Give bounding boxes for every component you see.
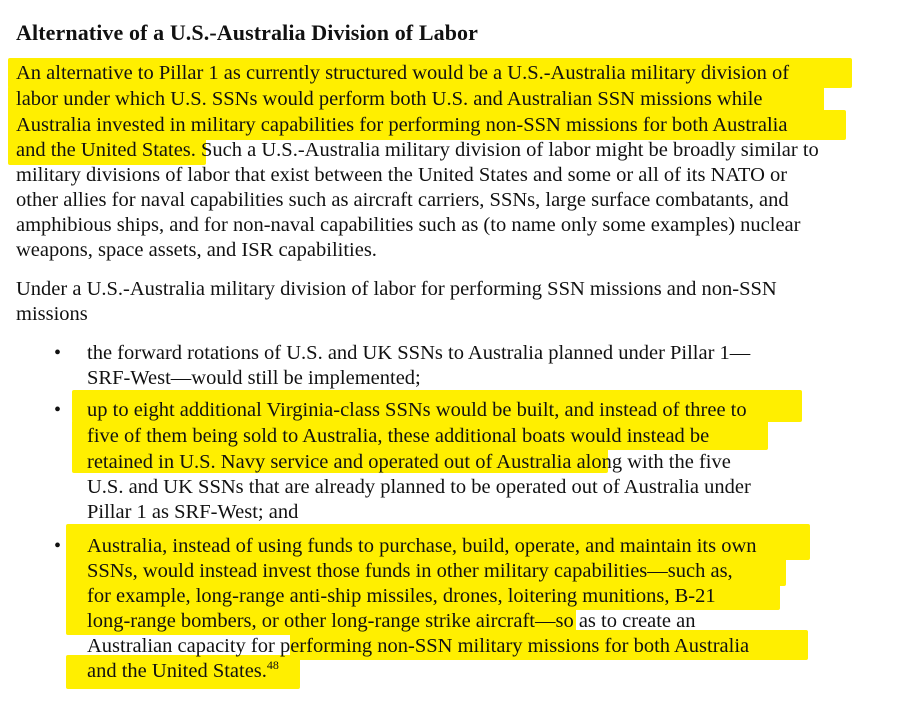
paragraph-line: military divisions of labor that exist between the United States and some or all of its NATO or [16, 164, 788, 186]
footnote-reference[interactable]: 48 [266, 658, 279, 673]
paragraph-line: labor under which U.S. SSNs would perform both U.S. and Australian SSN missions while [16, 88, 763, 110]
paragraph-line: Australia invested in military capabilities for performing non-SSN missions for both Australia [16, 114, 788, 136]
bullet-line: the forward rotations of U.S. and UK SSNs to Australia planned under Pillar 1— [87, 342, 751, 364]
section-heading: Alternative of a U.S.-Australia Division of Labor [16, 20, 478, 45]
bullet-line: Australia, instead of using funds to purchase, build, operate, and maintain its own [87, 535, 757, 557]
bullet-line: SRF-West—would still be implemented; [87, 367, 421, 389]
bullet-line: long-range bombers, or other long-range strike aircraft—so as to create an [87, 610, 696, 632]
bullet-line: for example, long-range anti-ship missiles, drones, loitering munitions, B-21 [87, 585, 716, 607]
bullet-line: SSNs, would instead invest those funds in other military capabilities—such as, [87, 560, 733, 582]
paragraph-line: missions [16, 303, 88, 325]
bullet-marker: • [54, 342, 62, 364]
bullet-line: Pillar 1 as SRF-West; and [87, 501, 299, 523]
paragraph-line: amphibious ships, and for non-naval capabilities such as (to name only some examples) nuclear [16, 214, 801, 236]
bullet-line: retained in U.S. Navy service and operated out of Australia along with the five [87, 451, 731, 473]
paragraph-line: and the United States. Such a U.S.-Australia military division of labor might be broadly similar to [16, 139, 819, 161]
bullet-marker: • [54, 535, 62, 557]
bullet-line: Australian capacity for performing non-SSN military missions for both Australia [87, 635, 750, 657]
bullet-last-line [87, 659, 279, 683]
paragraph-line: Under a U.S.-Australia military division of labor for performing SSN missions and non-SSN [16, 278, 777, 300]
bullet-marker: • [54, 399, 62, 421]
bullet-line-text: and the United States. [87, 660, 267, 682]
bullet-line: up to eight additional Virginia-class SSNs would be built, and instead of three to [87, 399, 747, 421]
bullet-line: five of them being sold to Australia, these additional boats would instead be [87, 425, 710, 447]
bullet-line: U.S. and UK SSNs that are already planned to be operated out of Australia under [87, 476, 751, 498]
paragraph-line: An alternative to Pillar 1 as currently structured would be a U.S.-Australia military division of [16, 62, 790, 84]
paragraph-line: other allies for naval capabilities such as aircraft carriers, SSNs, large surface combatants, and [16, 189, 789, 211]
paragraph-line: weapons, space assets, and ISR capabilities. [16, 239, 377, 261]
